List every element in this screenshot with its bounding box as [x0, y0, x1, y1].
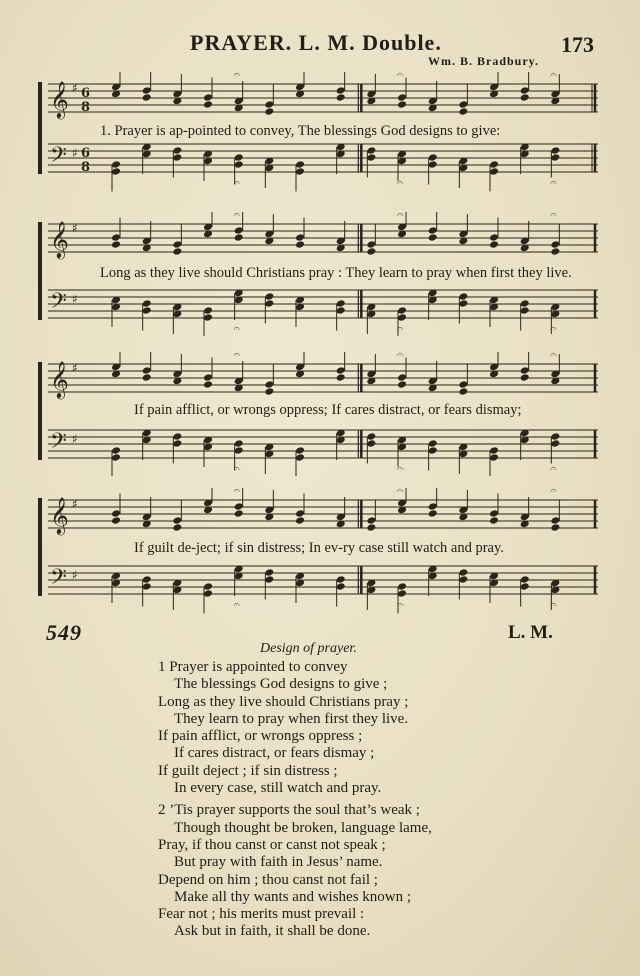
svg-text:𝄐: 𝄐 — [550, 352, 557, 361]
svg-text:𝄐: 𝄐 — [233, 352, 240, 361]
svg-text:6: 6 — [81, 146, 91, 161]
svg-text:𝄐: 𝄐 — [550, 72, 557, 81]
svg-text:𝄐: 𝄐 — [233, 176, 240, 189]
svg-text:♯: ♯ — [72, 361, 78, 375]
svg-text:𝄐: 𝄐 — [550, 322, 557, 335]
verse-line: 2 ’Tis prayer supports the soul that’s weak ; — [158, 802, 420, 819]
verse-line: The blessings God designs to give ; — [174, 676, 388, 693]
svg-text:𝄐: 𝄐 — [233, 598, 240, 611]
verse-line: Ask but in faith, it shall be done. — [174, 923, 371, 940]
verse-line: If pain afflict, or wrongs oppress ; — [158, 728, 363, 745]
svg-text:𝄞: 𝄞 — [50, 80, 69, 118]
hymn-caption: Design of prayer. — [260, 641, 357, 656]
hymn-meter: L. M. — [508, 622, 553, 643]
hymn-text — [158, 659, 578, 941]
svg-text:𝄐: 𝄐 — [233, 462, 240, 475]
svg-text:♯: ♯ — [72, 81, 78, 95]
composer-credit: Wm. B. Bradbury. — [428, 54, 540, 68]
svg-text:𝄢: 𝄢 — [50, 565, 67, 595]
svg-text:8: 8 — [81, 100, 91, 115]
svg-text:𝄐: 𝄐 — [397, 72, 404, 81]
music-system-4 — [38, 488, 600, 614]
hymn-number: 549 — [46, 620, 82, 645]
music-system-2 — [38, 212, 600, 336]
svg-text:𝄐: 𝄐 — [397, 176, 404, 189]
svg-text:𝄐: 𝄐 — [397, 352, 404, 361]
svg-text:𝄐: 𝄐 — [397, 488, 404, 497]
svg-text:𝄐: 𝄐 — [233, 212, 240, 221]
svg-text:𝄐: 𝄐 — [233, 488, 240, 497]
svg-text:𝄐: 𝄐 — [233, 72, 240, 81]
verse-line: Fear not ; his merits must prevail : — [158, 906, 365, 923]
verse-line: But pray with faith in Jesus’ name. — [174, 854, 383, 871]
svg-text:𝄞: 𝄞 — [50, 496, 69, 534]
verse-line: If guilt deject ; if sin distress ; — [158, 762, 338, 779]
verse-line: In every case, still watch and pray. — [174, 780, 382, 797]
verse-line: They learn to pray when first they live. — [174, 710, 409, 727]
svg-text:♯: ♯ — [72, 432, 78, 446]
svg-text:𝄢: 𝄢 — [50, 289, 67, 319]
svg-text:♯: ♯ — [72, 221, 78, 235]
svg-text:𝄐: 𝄐 — [550, 176, 557, 189]
svg-text:♯: ♯ — [72, 497, 78, 511]
svg-text:𝄞: 𝄞 — [50, 220, 69, 258]
lyric-line-4: If guilt de-ject; if sin distress; In ev-ry case still watch and pray. — [134, 540, 504, 556]
lyric-line-1: 1. Prayer is ap-pointed to convey, The blessings God designs to give: — [100, 123, 501, 139]
verse-line: Long as they live should Christians pray ; — [158, 693, 409, 710]
svg-text:♯: ♯ — [72, 146, 78, 160]
svg-text:𝄐: 𝄐 — [550, 488, 557, 497]
music-system-3 — [38, 352, 600, 476]
svg-text:𝄐: 𝄐 — [397, 462, 404, 475]
tune-title: PRAYER. L. M. Double. — [190, 30, 442, 55]
svg-text:𝄢: 𝄢 — [50, 429, 67, 459]
lyric-line-2: Long as they live should Christians pray : They learn to pray when first they live. — [100, 265, 572, 281]
svg-text:𝄐: 𝄐 — [397, 322, 404, 335]
svg-text:𝄐: 𝄐 — [550, 462, 557, 475]
svg-text:♯: ♯ — [72, 568, 78, 582]
svg-text:8: 8 — [81, 160, 91, 175]
svg-text:6: 6 — [81, 86, 91, 101]
verse-line: 1 Prayer is appointed to convey — [158, 659, 348, 675]
svg-text:♯: ♯ — [72, 292, 78, 306]
svg-text:𝄞: 𝄞 — [50, 360, 69, 398]
verse-line: Though thought be broken, language lame, — [174, 819, 432, 836]
svg-text:𝄢: 𝄢 — [50, 143, 67, 173]
verse-line: Pray, if thou canst or canst not speak ; — [158, 836, 386, 853]
svg-text:𝄐: 𝄐 — [550, 212, 557, 221]
svg-text:𝄐: 𝄐 — [550, 598, 557, 611]
verse-line: Make all thy wants and wishes known ; — [174, 888, 412, 905]
music-system-1 — [38, 72, 600, 192]
page-number: 173 — [561, 32, 594, 57]
verse-line: Depend on him ; thou canst not fail ; — [158, 871, 378, 888]
svg-text:𝄐: 𝄐 — [233, 322, 240, 335]
verse-line: If cares distract, or fears dismay ; — [174, 745, 375, 762]
lyric-line-3: If pain afflict, or wrongs oppress; If cares distract, or fears dismay; — [134, 402, 522, 418]
svg-text:𝄐: 𝄐 — [397, 212, 404, 221]
svg-text:𝄐: 𝄐 — [397, 598, 404, 611]
